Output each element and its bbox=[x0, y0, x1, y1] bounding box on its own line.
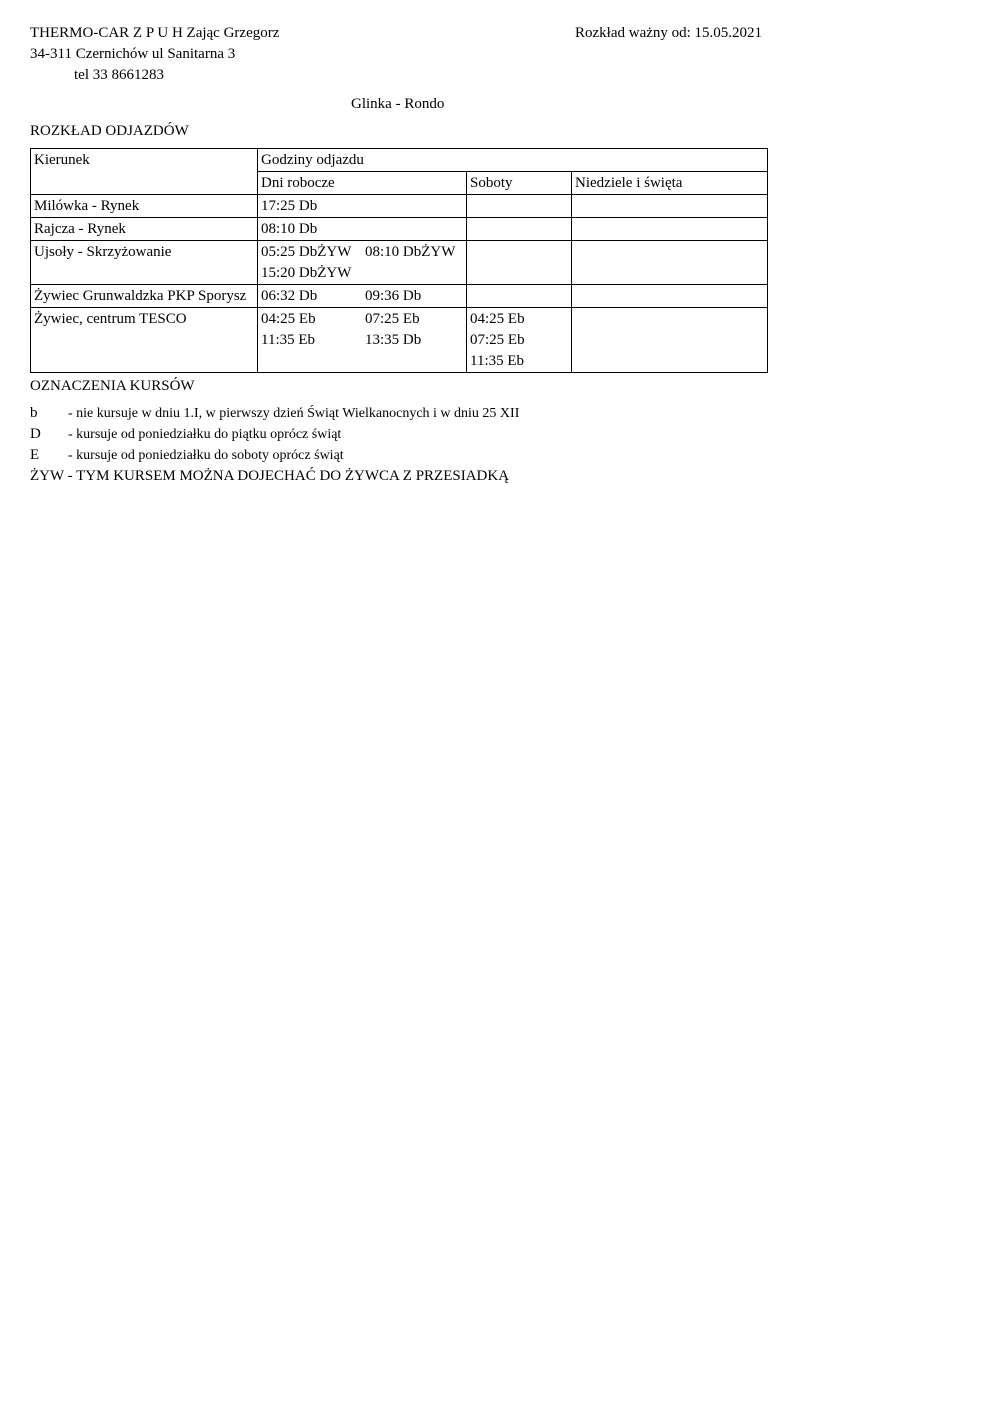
legend-note: ŻYW - TYM KURSEM MOŻNA DOJECHAĆ DO ŻYWCA Z PRZESIADKĄ bbox=[30, 468, 510, 484]
departure-time: 13:35 Db bbox=[365, 332, 422, 348]
departure-time: 11:35 Eb bbox=[261, 332, 316, 348]
row-direction: Żywiec Grunwaldzka PKP Sporysz bbox=[31, 285, 258, 308]
valid-from: Rozkład ważny od: 15.05.2021 bbox=[575, 25, 763, 41]
row-sundays bbox=[572, 241, 768, 285]
timetable bbox=[30, 148, 768, 373]
departure-time: 09:36 Db bbox=[365, 288, 422, 304]
table-row bbox=[31, 308, 768, 373]
legend-item bbox=[30, 405, 519, 422]
row-sundays bbox=[572, 218, 768, 241]
header-hours: Godziny odjazdu bbox=[258, 149, 768, 172]
row-weekdays bbox=[258, 195, 467, 218]
row-sundays bbox=[572, 285, 768, 308]
departure-time: 11:35 Eb bbox=[470, 353, 525, 369]
table-row bbox=[31, 218, 768, 241]
stop-name: Glinka - Rondo bbox=[351, 96, 445, 112]
row-saturdays bbox=[467, 285, 572, 308]
row-saturdays bbox=[467, 241, 572, 285]
legend-text: - nie kursuje w dniu 1.I, w pierwszy dzień Świąt Wielkanocnych i w dniu 25 XII bbox=[68, 406, 520, 421]
section-title: ROZKŁAD ODJAZDÓW bbox=[30, 123, 189, 139]
row-direction: Milówka - Rynek bbox=[31, 195, 258, 218]
company-address: 34-311 Czernichów ul Sanitarna 3 bbox=[30, 46, 236, 62]
departure-time: 04:25 Eb bbox=[261, 311, 316, 327]
header-weekdays: Dni robocze bbox=[258, 172, 467, 195]
table-row bbox=[31, 285, 768, 308]
row-weekdays bbox=[258, 285, 467, 308]
legend-text: - kursuje od poniedziałku do soboty oprócz świąt bbox=[68, 448, 344, 463]
legend-symbol: E bbox=[30, 447, 40, 463]
row-direction: Ujsoły - Skrzyżowanie bbox=[31, 241, 258, 285]
legend-item bbox=[30, 447, 344, 464]
departure-time: 17:25 Db bbox=[261, 198, 318, 214]
row-weekdays bbox=[258, 241, 467, 285]
row-saturdays bbox=[467, 308, 572, 373]
departure-time: 05:25 DbŻYW bbox=[261, 244, 352, 260]
departure-time: 08:10 Db bbox=[261, 221, 318, 237]
table-header-row bbox=[31, 149, 768, 172]
row-weekdays bbox=[258, 308, 467, 373]
departure-time: 07:25 Eb bbox=[470, 332, 525, 348]
table-row bbox=[31, 195, 768, 218]
row-sundays bbox=[572, 195, 768, 218]
departure-time: 04:25 Eb bbox=[470, 311, 525, 327]
legend-text: - kursuje od poniedziałku do piątku oprócz świąt bbox=[68, 427, 342, 442]
row-sundays bbox=[572, 308, 768, 373]
company-name: THERMO-CAR Z P U H Zając Grzegorz bbox=[30, 25, 280, 41]
legend-symbol: b bbox=[30, 405, 38, 421]
departure-time: 15:20 DbŻYW bbox=[261, 265, 352, 281]
departure-time: 06:32 Db bbox=[261, 288, 318, 304]
legend-symbol: D bbox=[30, 426, 41, 442]
row-direction: Żywiec, centrum TESCO bbox=[31, 308, 258, 373]
table-row bbox=[31, 241, 768, 285]
row-weekdays bbox=[258, 218, 467, 241]
header-saturdays: Soboty bbox=[467, 172, 572, 195]
legend-title: OZNACZENIA KURSÓW bbox=[30, 378, 195, 394]
row-saturdays bbox=[467, 218, 572, 241]
departure-time: 08:10 DbŻYW bbox=[365, 244, 456, 260]
company-phone: tel 33 8661283 bbox=[74, 67, 164, 83]
header-direction: Kierunek bbox=[31, 149, 258, 195]
row-saturdays bbox=[467, 195, 572, 218]
departure-time: 07:25 Eb bbox=[365, 311, 420, 327]
header-sundays: Niedziele i święta bbox=[572, 172, 768, 195]
row-direction: Rajcza - Rynek bbox=[31, 218, 258, 241]
legend-item bbox=[30, 426, 341, 443]
